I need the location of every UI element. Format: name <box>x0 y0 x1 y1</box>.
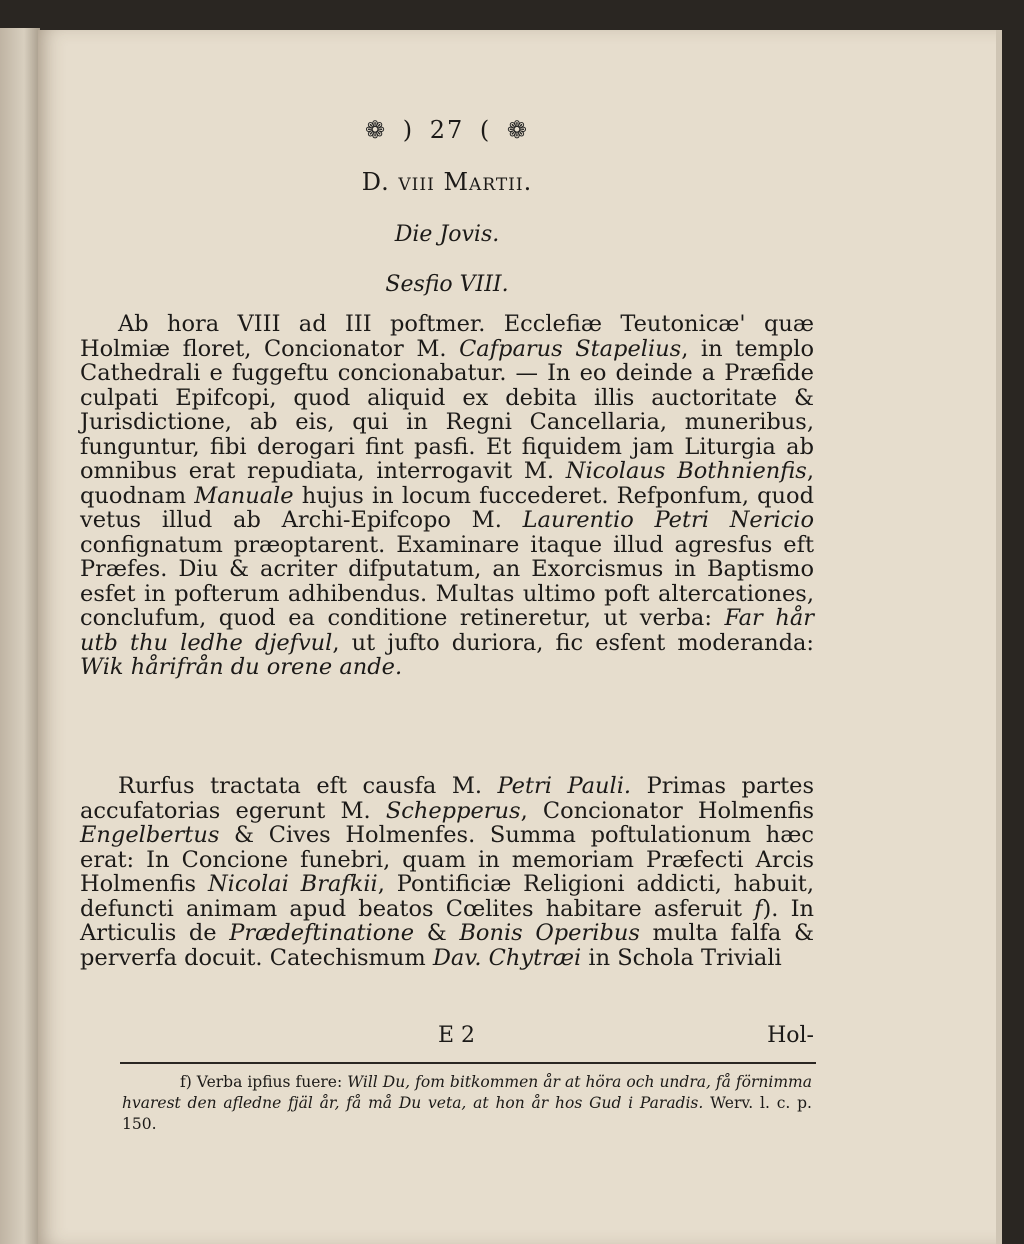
footnote: f) Verba ipfius fuere: Will Du, fom bitkommen år at höra och undra, få förnimma hvarest den afledne fjäl år, få må Du veta, at hon år hos Gud i Paradis. Werv. l. c. p. 150. <box>122 1073 812 1133</box>
session-heading: Sesfio VIII. <box>385 272 509 297</box>
catchword: Hol- <box>767 1023 814 1048</box>
footnote-rule <box>120 1062 816 1064</box>
day-heading: Die Jovis. <box>394 222 500 247</box>
facing-page-edge <box>0 28 40 1244</box>
page-number: ) 27 ( <box>402 116 492 144</box>
running-head <box>80 116 814 144</box>
page-fore-edge <box>996 30 1002 1244</box>
paragraph-2: Rurfus tractata eft causfa M. Petri Pauli. Primas partes accufatorias egerunt M. Schepperus, Concionator Holmenfis Engelbertus & Cives Holmenfes. Summa poftulationum hæc erat: In Concione funebri, quam in memoriam Præfecti Arcis Holmenfis Nicolai Brafkii, Pontificiæ Religioni addicti, habuit, defuncti animam apud beatos Cœlites habitare asferuit f). In Articulis de Prædeftinatione & Bonis Operibus multa falfa & perverfa docuit. Catechismum Dav. Chytræi in Schola Triviali <box>80 773 814 971</box>
paragraph-1: Ab hora VIII ad III poftmer. Ecclefiæ Teutonicæ' quæ Holmiæ floret, Concionator M. Cafparus Stapelius, in templo Cathedrali e fuggeftu concionabatur. — In eo deinde a Præfide culpati Epifcopi, quod aliquid ex debita illis auctoritate & Jurisdictione, ab eis, qui in Regni Cancellaria, muneribus, funguntur, fibi derogari fint pasfi. Et fiquidem jam Liturgia ab omnibus erat repudiata, interrogavit M. Nicolaus Bothnienfis, quodnam Manuale hujus in locum fuccederet. Refponfum, quod vetus illud ab Archi-Epifcopo M. Laurentio Petri Nericio confignatum præoptarent. Examinare itaque illud agresfus eft Præfes. Diu & acriter difputatum, an Exorcismus in Baptismo esfet in pofterum adhibendus. Multas ultimo poft altercationes, conclufum, quod ea conditione retineretur, ut verba: Far hår utb thu ledhe djefvul, ut jufto duriora, fic esfent moderanda: Wik hårifrån du orene ande. <box>80 311 815 680</box>
ornament-right-icon: ❁ <box>506 116 530 144</box>
signature-mark: E 2 <box>438 1023 476 1048</box>
ornament-left-icon: ❁ <box>364 116 388 144</box>
date-heading: D. viii Martii. <box>361 168 533 196</box>
